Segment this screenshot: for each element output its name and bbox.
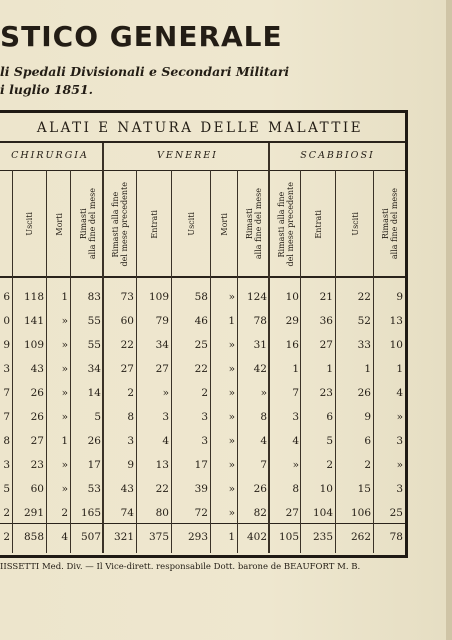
table-cell: 1 [228,315,235,327]
table-cell: 3 [396,435,403,447]
table-cell: » [228,411,235,423]
table-cell: 55 [87,339,101,351]
table-cell: 7 [3,411,10,423]
table-cell: 9 [396,291,403,303]
table-cell: 2 [326,459,333,471]
table-cell: 2 [364,459,371,471]
table-cell: 42 [253,363,267,375]
table-cell: 80 [155,507,169,519]
table-cell: 8 [127,411,134,423]
rule-above-totals [0,523,405,524]
table-cell: 55 [87,315,101,327]
column-header [72,172,103,276]
table-cell: 141 [23,315,44,327]
table-cell: 507 [80,531,101,543]
table-cell: 10 [285,291,299,303]
table-cell: 22 [194,363,208,375]
table-cell: 60 [30,483,44,495]
table-cell: 34 [155,339,169,351]
table-cell: 109 [23,339,44,351]
column-header [137,172,171,276]
table-cell: 27 [285,507,299,519]
table-cell: 109 [148,291,169,303]
group-venerei: VENEREI [157,150,218,161]
column-header-label: Entrati [149,209,159,239]
table-cell: 26 [357,387,371,399]
table-cell: 22 [155,483,169,495]
group-scabbiosi: SCABBIOSI [300,150,375,161]
table-cell: 17 [87,459,101,471]
table-cell: 5 [326,435,333,447]
rule-under-heading [0,141,405,143]
table-cell: 235 [312,531,333,543]
table-cell: 3 [292,411,299,423]
column-header [302,172,335,276]
table-cell: 83 [87,291,101,303]
table-cell: 13 [389,315,403,327]
column-header [0,172,12,276]
table-cell: 6 [364,435,371,447]
column-header [12,172,46,276]
table-cell: 23 [319,387,333,399]
table-cell: 34 [87,363,101,375]
table-cell: 73 [120,291,134,303]
table-cell: 1 [396,363,403,375]
table-cell: 5 [3,483,10,495]
table-cell: 25 [194,339,208,351]
column-header [374,172,405,276]
table-cell: » [162,387,169,399]
table-cell: 7 [3,387,10,399]
table-cell: 1 [228,531,235,543]
rule-under-groups [0,170,405,171]
table-cell: 22 [120,339,134,351]
table-cell: 53 [87,483,101,495]
table-cell: 1 [61,435,68,447]
table-cell: 4 [61,531,68,543]
table-cell: 375 [148,531,169,543]
rule-under-column-heads [0,276,405,278]
table-cell: » [396,411,403,423]
table-cell: » [61,363,68,375]
table-cell: » [61,459,68,471]
column-header [173,172,210,276]
table-cell: » [228,435,235,447]
table-cell: 402 [246,531,267,543]
table-cell: 26 [87,435,101,447]
table-cell: 4 [162,435,169,447]
column-header [48,172,70,276]
table-cell: 26 [253,483,267,495]
table-cell: » [61,387,68,399]
column-header-label: Rimasti alla fine del mese [380,188,399,260]
column-header-label: Entrati [314,209,323,239]
table-cell: » [61,411,68,423]
table-cell: 39 [194,483,208,495]
table-cell: 36 [319,315,333,327]
table-cell: 15 [357,483,371,495]
signature-line: IISSETTI Med. Div. — Il Vice-dirett. responsabile Dott. barone de BEAUFORT M. B. [0,562,361,572]
table-cell: 5 [94,411,101,423]
table-cell: 3 [127,435,134,447]
table-cell: 2 [61,507,68,519]
table-cell: 8 [3,435,10,447]
table-cell: 52 [357,315,371,327]
column-header-label: Usciti [24,212,34,236]
table-cell: » [228,483,235,495]
table-cell: » [228,507,235,519]
table-cell: 291 [23,507,44,519]
column-header [270,172,301,276]
column-header-label: Morti [219,212,229,236]
table-cell: 2 [3,507,10,519]
table-cell: » [228,387,235,399]
table-cell: 104 [312,507,333,519]
table-cell: 27 [120,363,134,375]
table-cell: 72 [194,507,208,519]
table-cell: 26 [30,387,44,399]
table-cell: 9 [3,339,10,351]
table-cell: 78 [389,531,403,543]
table-cell: 6 [326,411,333,423]
table-cell: 124 [246,291,267,303]
table-cell: » [260,387,267,399]
table-cell: 3 [201,435,208,447]
page-edge [446,0,452,640]
table-cell: 43 [30,363,44,375]
table-cell: 8 [292,483,299,495]
table-cell: » [61,315,68,327]
table-cell: 74 [120,507,134,519]
table-cell: » [228,291,235,303]
table-cell: 27 [155,363,169,375]
table-cell: 10 [319,483,333,495]
column-header-label: Rimasti alla fine del mese precedente [111,181,129,267]
table-heading: ALATI E NATURA DELLE MALATTIE [36,120,364,136]
table-cell: 78 [253,315,267,327]
table-cell: 33 [357,339,371,351]
document-date: i luglio 1851. [0,82,94,97]
table-cell: 858 [23,531,44,543]
table-cell: 4 [396,387,403,399]
table-cell: 3 [3,459,10,471]
column-header-label: Rimasti alla fine del mese [244,188,263,260]
table-cell: 60 [120,315,134,327]
table-cell: 82 [253,507,267,519]
column-header [337,172,373,276]
table-cell: 10 [389,339,403,351]
table-cell: 7 [260,459,267,471]
table-cell: » [61,339,68,351]
table-cell: 14 [87,387,101,399]
document-subtitle: li Spedali Divisionali e Secondari Militari [0,64,290,79]
table-cell: 31 [253,339,267,351]
column-header-label: Usciti [350,212,360,236]
table-cell: 1 [61,291,68,303]
table-cell: 2 [3,531,10,543]
table-cell: » [61,483,68,495]
table-cell: 321 [113,531,134,543]
table-cell: 29 [285,315,299,327]
table-cell: 4 [260,435,267,447]
table-cell: 165 [80,507,101,519]
column-header [211,172,237,276]
group-chirurgia: CHIRURGIA [11,150,89,161]
table-cell: 46 [194,315,208,327]
table-cell: 21 [319,291,333,303]
table-cell: 16 [285,339,299,351]
table-cell: 0 [3,315,10,327]
column-header-label: Usciti [187,212,196,236]
table-cell: 25 [389,507,403,519]
table-cell: 118 [23,291,44,303]
document-title: STICO GENERALE [0,20,283,53]
column-header-label: Rimasti alla fine del mese precedente [276,181,295,267]
table-cell: 17 [194,459,208,471]
table-cell: 3 [396,483,403,495]
table-cell: 262 [350,531,371,543]
table-cell: 2 [127,387,134,399]
table-cell: » [228,339,235,351]
table-cell: 3 [201,411,208,423]
table-cell: 27 [319,339,333,351]
table-cell: 79 [155,315,169,327]
table-cell: 7 [292,387,299,399]
table-cell: 105 [278,531,299,543]
table-cell: 43 [120,483,134,495]
table-cell: 4 [292,435,299,447]
table-cell: 8 [260,411,267,423]
table-cell: 293 [187,531,208,543]
table-cell: 27 [30,435,44,447]
table-cell: 1 [326,363,333,375]
table-cell: 1 [292,363,299,375]
table-cell: 6 [3,291,10,303]
table-cell: 58 [194,291,208,303]
column-header-label: Rimasti alla fine del mese [78,188,97,260]
table-cell: 2 [201,387,208,399]
table-cell: 3 [3,363,10,375]
table-cell: 3 [162,411,169,423]
column-header [238,172,269,276]
column-header-label: Morti [54,212,64,236]
table-cell: » [228,363,235,375]
table-cell: 9 [127,459,134,471]
table-cell: 1 [364,363,371,375]
column-header [104,172,136,276]
table-cell: » [292,459,299,471]
table-cell: 13 [155,459,169,471]
table-cell: » [228,459,235,471]
table-cell: 23 [30,459,44,471]
table-cell: 9 [364,411,371,423]
table-cell: 26 [30,411,44,423]
table-cell: » [396,459,403,471]
table-cell: 22 [357,291,371,303]
table-cell: 106 [350,507,371,519]
